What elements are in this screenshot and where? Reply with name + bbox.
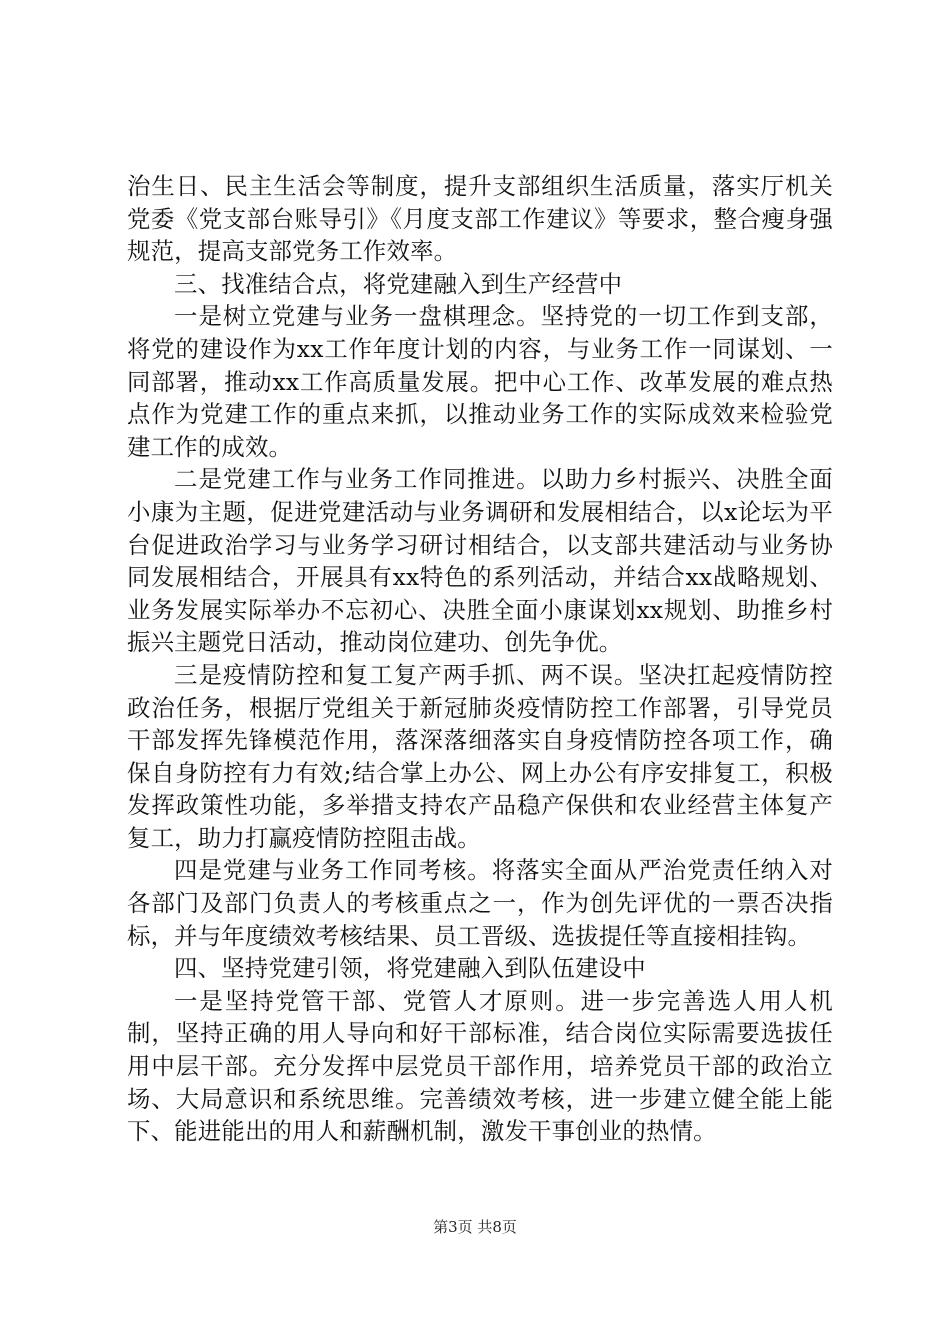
- document-body: [127, 170, 833, 1148]
- paragraph-point-4: 四是党建与业务工作同考核。将落实全面从严治党责任纳入对各部门及部门负责人的考核重点之一，作为创先评优的一票否决指标，并与年度绩效考核结果、员工晋级、选拔提任等直接相挂钩。: [127, 856, 833, 950]
- page-number-footer: 第3页 共8页: [433, 1218, 517, 1236]
- section-heading-4: 四、坚持党建引领，将党建融入到队伍建设中: [174, 954, 646, 983]
- paragraph-point-1-section-4: 一是坚持党管干部、党管人才原则。进一步完善选人用人机制，坚持正确的用人导向和好干部标准，结合岗位实际需要选拔任用中层干部。充分发挥中层党员干部作用，培养党员干部的政治立场、大局意识和系统思维。完善绩效考核，进一步建立健全能上能下、能进能出的用人和薪酬机制，激发干事创业的热情。: [127, 986, 833, 1146]
- paragraph-continuation: 治生日、民主生活会等制度，提升支部组织生活质量，落实厅机关党委《党支部台账导引》《月度支部工作建议》等要求，整合瘦身强规范，提高支部党务工作效率。: [127, 172, 833, 266]
- paragraph-point-2: 二是党建工作与业务工作同推进。以助力乡村振兴、决胜全面小康为主题，促进党建活动与业务调研和发展相结合，以x论坛为平台促进政治学习与业务学习研讨相结合，以支部共建活动与业务协同发展相结合，开展具有xx特色的系列活动，并结合xx战略规划、业务发展实际举办不忘初心、决胜全面小康谋划xx规划、助推乡村振兴主题党日活动，推动岗位建功、创先争优。: [127, 465, 833, 657]
- paragraph-point-1: 一是树立党建与业务一盘棋理念。坚持党的一切工作到支部，将党的建设作为xx工作年度计划的内容，与业务工作一同谋划、一同部署，推动xx工作高质量发展。把中心工作、改革发展的难点热点作为党建工作的重点来抓，以推动业务工作的实际成效来检验党建工作的成效。: [127, 302, 833, 461]
- section-heading-3: 三、找准结合点，将党建融入到生产经营中: [174, 269, 623, 298]
- paragraph-point-3: 三是疫情防控和复工复产两手抓、两不误。坚决扛起疫情防控政治任务，根据厅党组关于新冠肺炎疫情防控工作部署，引导党员干部发挥先锋模范作用，落深落细落实自身疫情防控各项工作，确保自身防控有力有效;结合掌上办公、网上办公有序安排复工，积极发挥政策性功能，多举措支持农产品稳产保供和农业经营主体复产复工，助力打赢疫情防控阻击战。: [127, 660, 833, 852]
